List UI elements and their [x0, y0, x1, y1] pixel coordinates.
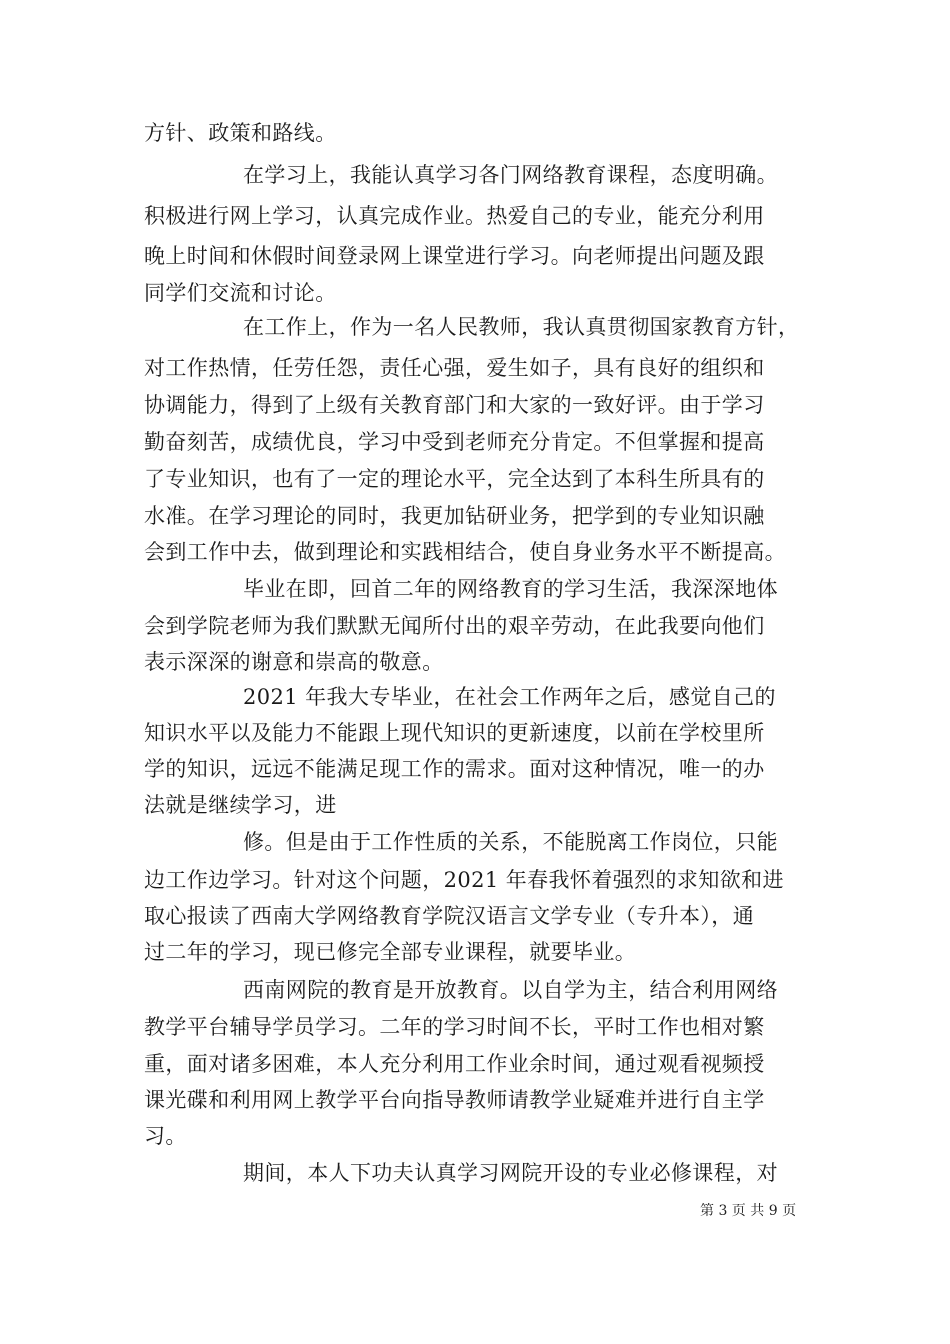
page-number-footer: 第 3 页 共 9 页 [700, 1203, 797, 1219]
text-line: 同学们交流和讨论。 [144, 281, 337, 305]
text-line: 会到学院老师为我们默默无闻所付出的艰辛劳动，在此我要向他们 [144, 614, 765, 638]
text-line: 知识水平以及能力不能跟上现代知识的更新速度，以前在学校里所 [144, 721, 765, 745]
text-line: 2021 年我大专毕业，在社会工作两年之后，感觉自己的 [243, 685, 776, 709]
text-line: 在工作上，作为一名人民教师，我认真贯彻国家教育方针， [243, 315, 800, 339]
text-line: 西南网院的教育是开放教育。以自学为主，结合利用网络 [243, 978, 778, 1002]
text-line: 在学习上，我能认真学习各门网络教育课程，态度明确。 [243, 163, 778, 187]
text-line: 期间，本人下功夫认真学习网院开设的专业必修课程，对 [243, 1161, 778, 1185]
text-line: 法就是继续学习，进 [144, 793, 337, 817]
text-line: 勤奋刻苦，成绩优良，学习中受到老师充分肯定。不但掌握和提高 [144, 430, 765, 454]
text-line: 水准。在学习理论的同时，我更加钻研业务，把学到的专业知识融 [144, 504, 765, 528]
text-line: 表示深深的谢意和崇高的敬意。 [144, 650, 444, 674]
text-line: 课光碟和利用网上教学平台向指导教师请教学业疑难并进行自主学 [144, 1088, 765, 1112]
text-line: 方针、政策和路线。 [144, 121, 337, 145]
text-line: 过二年的学习，现已修完全部专业课程，就要毕业。 [144, 940, 637, 964]
text-line: 了专业知识，也有了一定的理论水平，完全达到了本科生所具有的 [144, 467, 765, 491]
text-line: 毕业在即，回首二年的网络教育的学习生活，我深深地体 [243, 577, 778, 601]
text-line: 对工作热情，任劳任怨，责任心强，爱生如子，具有良好的组织和 [144, 356, 765, 380]
text-line: 协调能力，得到了上级有关教育部门和大家的一致好评。由于学习 [144, 393, 765, 417]
text-line: 会到工作中去，做到理论和实践相结合，使自身业务水平不断提高。 [144, 540, 786, 564]
text-line: 教学平台辅导学员学习。二年的学习时间不长，平时工作也相对繁 [144, 1015, 765, 1039]
text-line: 学的知识，远远不能满足现工作的需求。面对这种情况，唯一的办 [144, 757, 765, 781]
text-line: 晚上时间和休假时间登录网上课堂进行学习。向老师提出问题及跟 [144, 244, 765, 268]
text-line: 重，面对诸多困难，本人充分利用工作业余时间，通过观看视频授 [144, 1052, 765, 1076]
text-line: 修。但是由于工作性质的关系，不能脱离工作岗位，只能 [243, 830, 778, 854]
text-line: 习。 [144, 1124, 187, 1148]
text-line: 取心报读了西南大学网络教育学院汉语言文学专业（专升本），通 [144, 904, 755, 928]
text-line: 边工作边学习。针对这个问题，2021 年春我怀着强烈的求知欲和进 [144, 868, 784, 892]
text-line: 积极进行网上学习，认真完成作业。热爱自己的专业，能充分利用 [144, 204, 765, 228]
